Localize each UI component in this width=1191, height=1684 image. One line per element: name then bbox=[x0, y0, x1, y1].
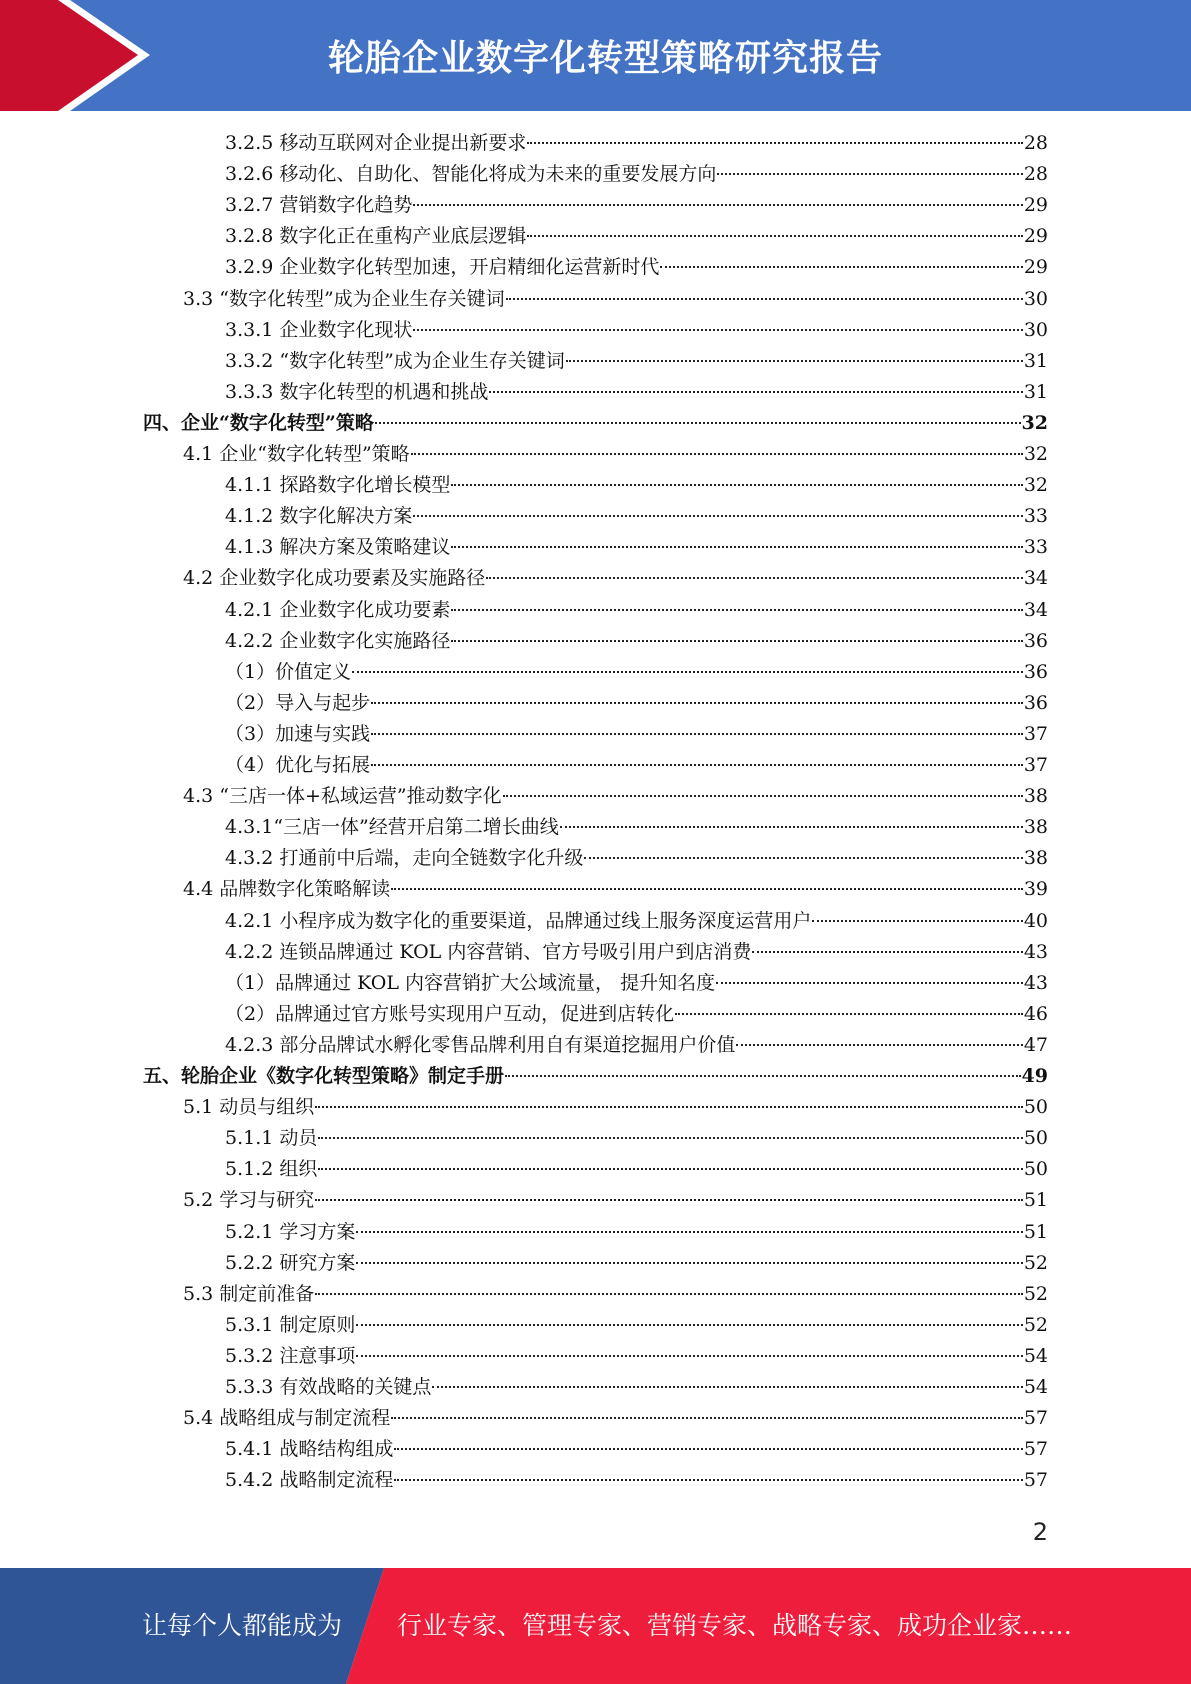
toc-entry[interactable] bbox=[225, 1123, 1048, 1154]
toc-entry[interactable] bbox=[225, 1217, 1048, 1248]
toc-dot-leader bbox=[413, 514, 1022, 517]
toc-dot-leader bbox=[315, 1292, 1023, 1295]
toc-entry[interactable] bbox=[225, 221, 1048, 252]
toc-entry-page: 57 bbox=[1023, 1438, 1048, 1461]
toc-entry-page: 38 bbox=[1023, 847, 1048, 870]
toc-entry-page: 39 bbox=[1023, 878, 1048, 901]
toc-dot-leader bbox=[660, 265, 1022, 268]
toc-entry-page: 57 bbox=[1023, 1407, 1048, 1430]
toc-dot-leader bbox=[371, 732, 1023, 735]
toc-entry-label: 五、轮胎企业《数字化转型策略》制定手册 bbox=[143, 1065, 505, 1087]
toc-entry[interactable] bbox=[225, 532, 1048, 563]
toc-entry-label: 5.4 战略组成与制定流程 bbox=[183, 1407, 391, 1430]
toc-entry-label: 4.3.2 打通前中后端，走向全链数字化升级 bbox=[225, 847, 584, 870]
toc-entry-label: 3.2.8 数字化正在重构产业底层逻辑 bbox=[225, 225, 527, 248]
toc-entry[interactable] bbox=[183, 1403, 1048, 1434]
toc-entry[interactable] bbox=[225, 750, 1048, 781]
toc-entry-label: （2）品牌通过官方账号实现用户互动，促进到店转化 bbox=[225, 1002, 675, 1025]
toc-entry-label: 四、企业“数字化转型”策略 bbox=[143, 411, 374, 434]
toc-entry[interactable] bbox=[183, 284, 1048, 315]
toc-entry-label: 4.2.1 企业数字化成功要素 bbox=[225, 598, 451, 621]
toc-dot-leader bbox=[315, 1198, 1023, 1201]
toc-dot-leader bbox=[451, 545, 1022, 548]
toc-entry[interactable] bbox=[225, 595, 1048, 626]
toc-entry-page: 52 bbox=[1023, 1313, 1048, 1336]
toc-dot-leader bbox=[716, 981, 1023, 984]
toc-entry-label: 5.3.3 有效战略的关键点 bbox=[225, 1376, 432, 1398]
toc-entry-page: 31 bbox=[1023, 380, 1048, 403]
toc-entry[interactable] bbox=[225, 190, 1048, 221]
toc-entry[interactable] bbox=[225, 1434, 1048, 1465]
toc-entry[interactable] bbox=[225, 315, 1048, 346]
toc-dot-leader bbox=[315, 1105, 1023, 1108]
toc-dot-leader bbox=[527, 141, 1022, 144]
toc-dot-leader bbox=[375, 421, 1021, 424]
toc-entry-label: 3.3.3 数字化转型的机遇和挑战 bbox=[225, 380, 489, 403]
toc-dot-leader bbox=[584, 856, 1022, 859]
toc-entry[interactable] bbox=[225, 252, 1048, 283]
toc-entry-label: 5.2.2 研究方案 bbox=[225, 1251, 356, 1274]
toc-entry[interactable] bbox=[225, 1154, 1048, 1185]
toc-entry[interactable] bbox=[183, 1185, 1048, 1216]
toc-entry-page: 36 bbox=[1023, 691, 1048, 714]
toc-entry-page: 32 bbox=[1023, 474, 1048, 497]
toc-entry-label: （3）加速与实践 bbox=[225, 722, 371, 745]
toc-entry-label: 4.2.2 企业数字化实施路径 bbox=[225, 629, 451, 652]
toc-entry-label: 5.2 学习与研究 bbox=[183, 1189, 315, 1212]
toc-entry-label: 4.2.2 连锁品牌通过 KOL 内容营销、官方号吸引用户到店消费 bbox=[225, 940, 752, 963]
toc-entry-label: 5.2.1 学习方案 bbox=[225, 1220, 356, 1243]
toc-entry-page: 50 bbox=[1023, 1127, 1048, 1150]
toc-entry-label: 4.3 “三店一体+私域运营”推动数字化 bbox=[183, 785, 502, 808]
toc-dot-leader bbox=[752, 950, 1022, 953]
toc-entry-page: 32 bbox=[1021, 411, 1048, 434]
toc-entry-page: 51 bbox=[1023, 1220, 1048, 1243]
toc-entry-label: 3.3.2 “数字化转型”成为企业生存关键词 bbox=[225, 349, 565, 372]
toc-entry-page: 30 bbox=[1023, 318, 1048, 341]
toc-entry[interactable] bbox=[225, 968, 1048, 999]
toc-entry[interactable] bbox=[225, 906, 1048, 937]
toc-dot-leader bbox=[675, 1012, 1023, 1015]
toc-dot-leader bbox=[812, 919, 1022, 922]
toc-entry-page: 32 bbox=[1023, 443, 1048, 465]
toc-entry[interactable] bbox=[183, 781, 1048, 812]
toc-entry-page: 37 bbox=[1023, 722, 1048, 745]
toc-dot-leader bbox=[486, 576, 1023, 579]
toc-entry-page: 52 bbox=[1023, 1251, 1048, 1274]
toc-dot-leader bbox=[413, 203, 1022, 206]
toc-entry[interactable] bbox=[225, 719, 1048, 750]
toc-entry-page: 40 bbox=[1023, 909, 1048, 932]
toc-entry[interactable] bbox=[225, 501, 1048, 532]
toc-entry-page: 38 bbox=[1023, 785, 1048, 808]
toc-dot-leader bbox=[411, 452, 1023, 455]
toc-entry-label: 4.1.3 解决方案及策略建议 bbox=[225, 536, 451, 559]
toc-dot-leader bbox=[506, 297, 1023, 300]
toc-entry-label: （4）优化与拓展 bbox=[225, 754, 371, 776]
toc-entry-page: 47 bbox=[1023, 1033, 1048, 1056]
toc-dot-leader bbox=[451, 608, 1022, 611]
toc-entry-page: 29 bbox=[1023, 225, 1048, 248]
toc-entry[interactable] bbox=[225, 688, 1048, 719]
toc-entry[interactable] bbox=[225, 657, 1048, 688]
toc-entry[interactable] bbox=[225, 1248, 1048, 1279]
toc-entry[interactable] bbox=[225, 999, 1048, 1030]
page-number: 2 bbox=[1032, 1518, 1048, 1546]
toc-dot-leader bbox=[451, 483, 1022, 486]
toc-entry[interactable] bbox=[225, 626, 1048, 657]
toc-dot-leader bbox=[432, 1385, 1022, 1388]
toc-entry[interactable] bbox=[225, 470, 1048, 501]
toc-dot-leader bbox=[391, 1416, 1023, 1419]
toc-entry-label: 4.2.3 部分品牌试水孵化零售品牌利用自有渠道挖掘用户价值 bbox=[225, 1033, 736, 1056]
toc-entry-label: 4.1 企业“数字化转型”策略 bbox=[183, 443, 410, 465]
toc-dot-leader bbox=[356, 1230, 1022, 1233]
document-title: 轮胎企业数字化转型策略研究报告 bbox=[327, 38, 883, 79]
toc-dot-leader bbox=[413, 328, 1022, 331]
toc-entry[interactable] bbox=[143, 1061, 1048, 1092]
toc-entry-page: 29 bbox=[1023, 256, 1048, 279]
page-footer bbox=[0, 1568, 1191, 1684]
toc-entry-label: 5.3 制定前准备 bbox=[183, 1282, 315, 1305]
toc-entry-label: 5.1.2 组织 bbox=[225, 1158, 318, 1181]
toc-dot-leader bbox=[451, 639, 1022, 642]
toc-entry-page: 38 bbox=[1023, 816, 1048, 839]
toc-dot-leader bbox=[356, 1354, 1022, 1357]
toc-entry-page: 50 bbox=[1023, 1096, 1048, 1119]
toc-entry-label: 5.1.1 动员 bbox=[225, 1127, 318, 1150]
footer-slogan-left: 让每个人都能成为 bbox=[142, 1611, 343, 1640]
toc-dot-leader bbox=[371, 701, 1023, 704]
footer-slogan-right: 行业专家、管理专家、营销专家、战略专家、成功企业家…… bbox=[397, 1611, 1073, 1640]
toc-entry-page: 31 bbox=[1023, 349, 1048, 372]
toc-entry[interactable] bbox=[225, 843, 1048, 874]
toc-entry-label: 3.3 “数字化转型”成为企业生存关键词 bbox=[183, 287, 505, 310]
toc-entry[interactable] bbox=[225, 377, 1048, 408]
toc-entry-page: 54 bbox=[1023, 1344, 1048, 1367]
toc-entry-label: 3.2.7 营销数字化趋势 bbox=[225, 194, 413, 217]
toc-entry-page: 34 bbox=[1023, 598, 1048, 621]
toc-entry-page: 28 bbox=[1023, 132, 1048, 154]
toc-dot-leader bbox=[318, 1167, 1022, 1170]
toc-entry-label: 5.3.2 注意事项 bbox=[225, 1344, 356, 1367]
toc-entry-label: 5.3.1 制定原则 bbox=[225, 1313, 356, 1336]
toc-entry-label: 3.2.6 移动化、自助化、智能化将成为未来的重要发展方向 bbox=[225, 163, 717, 186]
toc-entry-page: 34 bbox=[1023, 567, 1048, 590]
toc-entry[interactable] bbox=[183, 563, 1048, 594]
toc-dot-leader bbox=[566, 359, 1023, 362]
toc-dot-leader bbox=[717, 172, 1022, 175]
toc-entry[interactable] bbox=[225, 1341, 1048, 1372]
toc-entry-label: （2）导入与起步 bbox=[225, 691, 371, 714]
toc-entry-page: 46 bbox=[1023, 1002, 1048, 1025]
toc-entry[interactable] bbox=[183, 874, 1048, 905]
toc-entry-label: 5.4.2 战略制定流程 bbox=[225, 1469, 394, 1492]
page-header bbox=[0, 0, 1191, 111]
toc-entry-label: 3.2.9 企业数字化转型加速，开启精细化运营新时代 bbox=[225, 256, 660, 279]
toc-entry-label: 3.3.1 企业数字化现状 bbox=[225, 318, 413, 341]
toc-dot-leader bbox=[318, 1136, 1022, 1139]
toc-entry[interactable] bbox=[225, 812, 1048, 843]
toc-entry-page: 28 bbox=[1023, 163, 1048, 186]
toc-dot-leader bbox=[394, 1447, 1022, 1450]
toc-entry[interactable] bbox=[225, 1310, 1048, 1341]
toc-entry-label: 4.2.1 小程序成为数字化的重要渠道，品牌通过线上服务深度运营用户 bbox=[225, 909, 812, 932]
toc-dot-leader bbox=[505, 1074, 1021, 1077]
toc-entry-label: 5.4.1 战略结构组成 bbox=[225, 1438, 394, 1461]
toc-dot-leader bbox=[371, 763, 1023, 766]
toc-entry-label: （1）品牌通过 KOL 内容营销扩大公域流量， 提升知名度 bbox=[225, 971, 716, 994]
toc-entry-label: 4.1.1 探路数字化增长模型 bbox=[225, 474, 451, 497]
toc-entry-page: 57 bbox=[1023, 1469, 1048, 1492]
toc-entry[interactable] bbox=[225, 128, 1048, 159]
toc-entry-page: 51 bbox=[1023, 1189, 1048, 1212]
toc-entry[interactable] bbox=[225, 1030, 1048, 1061]
toc-entry-page: 30 bbox=[1023, 287, 1048, 310]
toc-entry[interactable] bbox=[225, 1372, 1048, 1403]
toc-entry[interactable] bbox=[225, 937, 1048, 968]
toc-entry-label: 3.2.5 移动互联网对企业提出新要求 bbox=[225, 132, 527, 154]
toc-entry-page: 36 bbox=[1023, 629, 1048, 652]
toc-entry-page: 54 bbox=[1023, 1376, 1048, 1398]
toc-entry-page: 43 bbox=[1023, 940, 1048, 963]
toc-entry[interactable] bbox=[225, 159, 1048, 190]
toc-entry-page: 52 bbox=[1023, 1282, 1048, 1305]
toc-dot-leader bbox=[489, 390, 1022, 393]
toc-entry[interactable] bbox=[183, 1279, 1048, 1310]
toc-entry-page: 43 bbox=[1023, 971, 1048, 994]
toc-dot-leader bbox=[356, 1261, 1022, 1264]
toc-dot-leader bbox=[356, 1323, 1022, 1326]
toc-entry-page: 37 bbox=[1023, 754, 1048, 776]
toc-entry-page: 36 bbox=[1023, 660, 1048, 683]
toc-entry[interactable] bbox=[225, 1465, 1048, 1496]
toc-entry-page: 33 bbox=[1023, 505, 1048, 528]
toc-dot-leader bbox=[736, 1043, 1022, 1046]
toc-entry-page: 49 bbox=[1021, 1065, 1048, 1087]
toc-dot-leader bbox=[391, 887, 1023, 890]
toc-dot-leader bbox=[394, 1478, 1022, 1481]
toc-entry[interactable] bbox=[225, 346, 1048, 377]
toc-entry-page: 29 bbox=[1023, 194, 1048, 217]
toc-entry-label: 4.3.1“三店一体”经营开启第二增长曲线 bbox=[225, 816, 559, 839]
toc-entry-page: 33 bbox=[1023, 536, 1048, 559]
toc-entry-label: 4.4 品牌数字化策略解读 bbox=[183, 878, 391, 901]
toc-dot-leader bbox=[352, 670, 1023, 673]
toc-entry-label: 5.1 动员与组织 bbox=[183, 1096, 315, 1119]
toc-entry-page: 50 bbox=[1023, 1158, 1048, 1181]
toc-entry[interactable] bbox=[183, 1092, 1048, 1123]
toc-dot-leader bbox=[560, 825, 1023, 828]
toc-entry[interactable] bbox=[143, 408, 1048, 439]
toc-entry-label: （1）价值定义 bbox=[225, 660, 352, 683]
toc-entry[interactable] bbox=[183, 439, 1048, 470]
toc-entry-label: 4.2 企业数字化成功要素及实施路径 bbox=[183, 567, 486, 590]
toc-dot-leader bbox=[503, 794, 1023, 797]
toc-entry-label: 4.1.2 数字化解决方案 bbox=[225, 505, 413, 528]
toc-dot-leader bbox=[527, 234, 1022, 237]
